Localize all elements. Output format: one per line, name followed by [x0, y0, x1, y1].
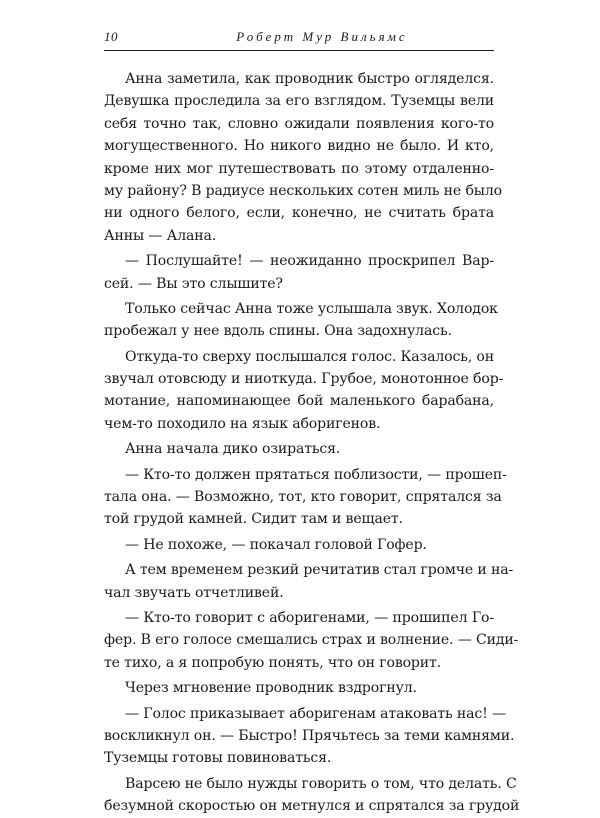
running-head: Роберт Мур Вильямс	[236, 29, 408, 44]
page-number: 10	[104, 29, 118, 44]
text-line: фер. В его голосе смешались страх и волнение. — Сиди-	[104, 632, 519, 649]
text-line: воскликнул он. — Быстро! Прячьтесь за теми камнями.	[104, 727, 515, 744]
text-line: — Голос приказывает аборигенам атаковать нас! —	[125, 705, 506, 722]
text-line: Анна начала дико озираться.	[125, 441, 341, 458]
text-line: — Послушайте! — неожиданно проскрипел Вар-	[125, 253, 494, 270]
text-line: могущественного. Но никого видно не было. И кто,	[104, 138, 494, 155]
text-line: Туземцы готовы повиноваться.	[104, 750, 332, 767]
text-line: — Кто-то говорит с аборигенами, — прошипел Го-	[125, 609, 494, 626]
text-line: мотание, напоминающее бой маленького барабана,	[104, 393, 494, 410]
text-line: Варсею не было нужды говорить о том, что делать. С	[125, 775, 517, 792]
text-line: звучал отовсюду и ниоткуда. Грубое, монотонное бор-	[104, 371, 504, 388]
text-line: А тем временем резкий речитатив стал громче и на-	[125, 562, 514, 579]
text-line: тала она. — Возможно, тот, кто говорит, спрятался за	[104, 489, 502, 506]
text-line: — Кто-то должен прятаться поблизости, — прошеп-	[125, 466, 507, 483]
text-line: кроме них мог путешествовать по этому отдаленно-	[104, 160, 494, 177]
body-text	[104, 68, 520, 818]
text-line: безумной скоростью он метнулся и спрятался за грудой	[104, 798, 520, 815]
text-line: Анны — Алана.	[104, 227, 217, 244]
text-line: себя точно так, словно ожидали появления кого-то	[104, 115, 494, 132]
text-line: чал звучать отчетливей.	[104, 584, 284, 601]
text-line: ни одного белого, если, конечно, не считать брата	[104, 205, 494, 222]
text-line: — Не похоже, — покачал головой Гофер.	[125, 536, 427, 553]
text-line: Откуда-то сверху послышался голос. Казалось, он	[125, 348, 494, 365]
page-header	[104, 29, 494, 49]
text-line: пробежал у нее вдоль спины. Она задохнулась.	[104, 323, 452, 340]
text-line: сей. — Вы это слышите?	[104, 275, 283, 292]
text-line: Анна заметила, как проводник быстро огляделся.	[125, 71, 494, 87]
text-line: Через мгновение проводник вздрогнул.	[125, 680, 417, 697]
text-line: той грудой камней. Сидит там и вещает.	[104, 511, 403, 528]
text-line: Девушка проследила за его взглядом. Туземцы вели	[104, 93, 494, 110]
text-line: Только сейчас Анна тоже услышала звук. Холодок	[125, 300, 498, 317]
header-rule	[104, 50, 494, 51]
text-line: му району? В радиусе нескольких сотен миль не было	[104, 182, 502, 199]
text-line: чем-то походило на язык аборигенов.	[104, 415, 381, 432]
text-line: те тихо, а я попробую понять, что он говорит.	[104, 654, 442, 671]
